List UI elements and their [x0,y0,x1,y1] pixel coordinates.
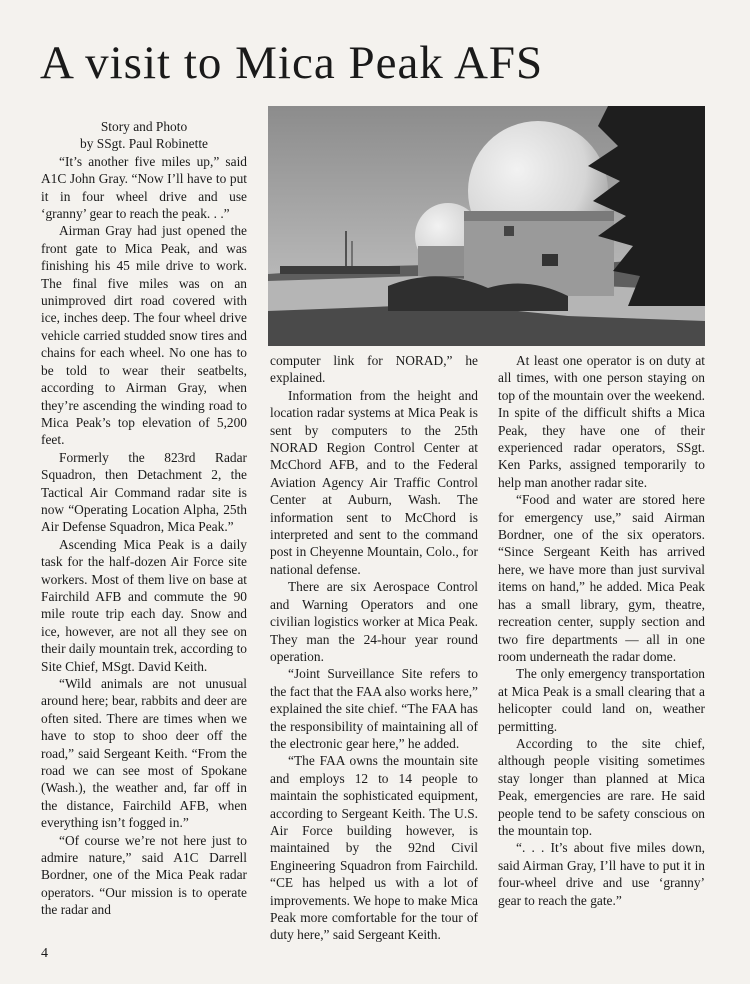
paragraph: Airman Gray had just opened the front gate to Mica Peak, and was finishing his 45 mile drive to work. The final five miles was on an unimproved dirt road covered with ice, inches deep. The four wheel drive vehicle carried studded snow tires and chains for each wheel. No one has to be told to wear their seatbelts, according to Airman Gray, when they’re ascending the winding road to Mica Peak’s top elevation of 5,200 feet. [41,223,247,448]
paragraph: “It’s another five miles up,” said A1C John Gray. “Now I’ll have to put it in four wheel drive and use ‘granny’ gear to reach the peak. . .” [41,153,247,222]
paragraph: There are six Aerospace Control and Warning Operators and one civilian logistics worker at Mica Peak. They man the 24-hour year round operation. [270,579,478,664]
paragraph: Information from the height and location radar systems at Mica Peak is sent by computers to the 25th NORAD Region Control Center at McChord AFB, and to the Federal Aviation Agency Air Traffic Control Center at Auburn, Wash. The information sent to McChord is interpreted and sent to the command post in Cheyenne Mountain, Colo., for national defense. [270,387,478,577]
paragraph: “. . . It’s about five miles down, said Airman Gray, I’ll have to put it in four-wheel drive and use ‘granny’ gear to reach the gate.” [498,840,705,908]
article-column-1 [41,118,247,919]
paragraph: computer link for NORAD,” he explained. [270,353,478,386]
paragraph: Formerly the 823rd Radar Squadron, then Detachment 2, the Tactical Air Command radar site is now “Operating Location Alpha, 25th Air Defense Squadron, Mica Peak.” [41,449,247,535]
byline-story-photo: Story and Photo [100,119,188,134]
paragraph: “Food and water are stored here for emergency use,” said Airman Bordner, one of the six operators. “Since Sergeant Keith has arrived here, we have more than just survival items on hand,” he added. Mica Peak has a small library, gym, theatre, recreation center, supply section and two fire departments — all in one room underneath the radar dome. [498,492,705,664]
article-column-2 [270,352,478,944]
paragraph: According to the site chief, although people visiting sometimes stay longer than planned at Mica Peak, emergencies are rare. He said people tend to be safety conscious on the mountain top. [498,735,705,838]
byline-author: by SSgt. Paul Robinette [80,136,208,152]
page-number: 4 [41,946,48,961]
radar-domes-photo [268,106,705,346]
paragraph: At least one operator is on duty at all times, with one person staying on top of the mountain over the weekend. In spite of the difficult shifts a Mica Peak, they have one of their experienced radar operators, SSgt. Ken Parks, assigned temporarily to help man another radar site. [498,353,705,490]
paragraph: “The FAA owns the mountain site and employs 12 to 14 people to maintain the sophisticated equipment, according to Sergeant Keith. The U.S. Air Force building however, is maintained by the 92nd Civil Engineering Squadron from Fairchild. “CE has helped us with a lot of improvements. We hope to make Mica Peak more comfortable for the tour of duty here,” said Sergeant Keith. [270,753,478,943]
radar-domes-illustration [268,106,705,346]
paragraph: Ascending Mica Peak is a daily task for the half-dozen Air Force site workers. Most of them live on base at Fairchild AFB and commute the 90 mile route trip each day. Snow and ice, however, are not all they see on their daily mountain trek, according to Site Chief, MSgt. David Keith. [41,536,248,674]
article-column-3 [498,352,705,909]
paragraph: “Joint Surveillance Site refers to the fact that the FAA also works here,” explained the site chief. “The FAA has the responsibility of maintaining all of the electronic gear here,” he added. [270,666,478,751]
paragraph: The only emergency transportation at Mica Peak is a small clearing that a helicopter could land on, weather permitting. [498,666,705,734]
paragraph: “Of course we’re not here just to admire nature,” said A1C Darrell Bordner, one of the Mica Peak radar operators. “Our mission is to operate the radar and [41,832,247,918]
headline: A visit to Mica Peak AFS [40,37,544,89]
paragraph: “Wild animals are not unusual around here; bear, rabbits and deer are often sited. There are times when we have to stop to shoo deer off the road,” said Sergeant Keith. “From the road we can see most of Spokane (Wash.), the weather and, far off in the distance, Fairchild AFB, when everything isn’t fogged in.” [41,676,247,831]
